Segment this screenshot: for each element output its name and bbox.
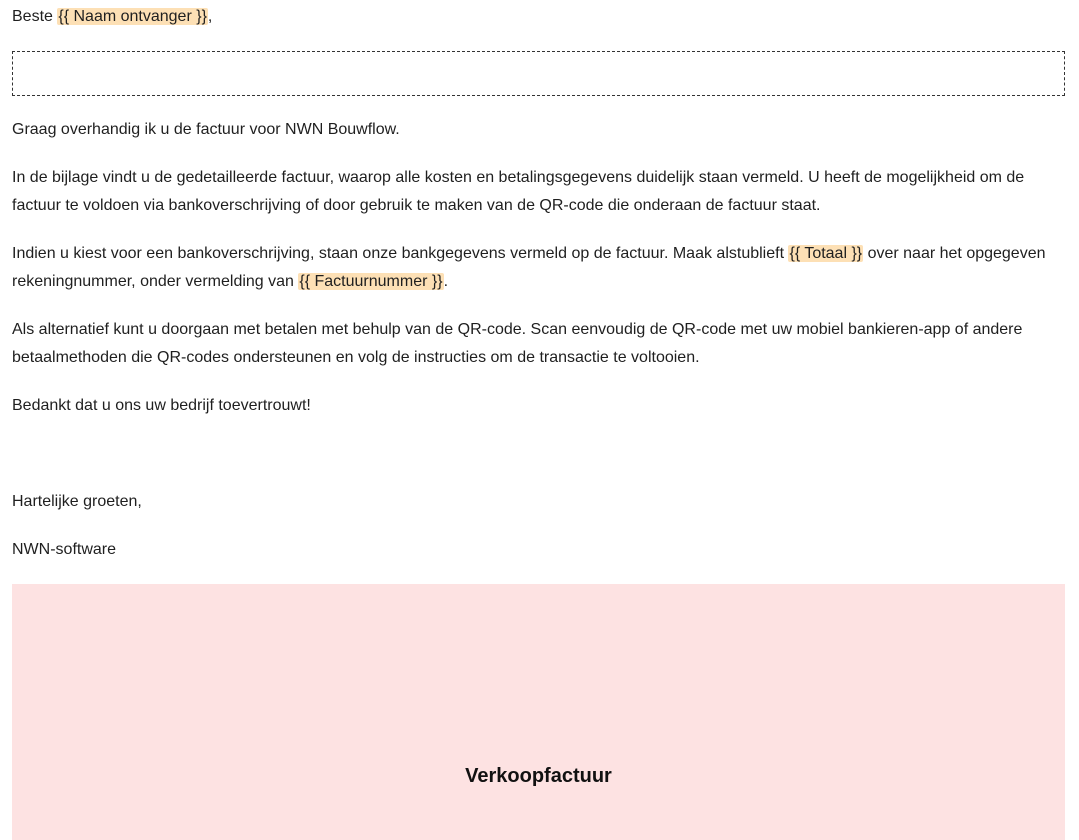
recipient-name-variable[interactable]: {{ Naam ontvanger }} bbox=[58, 8, 207, 25]
invoice-preview-block[interactable] bbox=[12, 584, 1065, 840]
attachment-paragraph: In de bijlage vindt u de gedetailleerde factuur, waarop alle kosten en betalingsgegevens duidelijk staan vermeld. U heeft de mogelijkheid om de factuur te voldoen via bankoverschrijving of door gebruik te maken van de QR-code die onderaan de factuur staat. bbox=[12, 169, 1025, 214]
transfer-paragraph bbox=[12, 240, 1065, 296]
greeting-line bbox=[12, 3, 1065, 31]
qr-paragraph: Als alternatief kunt u doorgaan met betalen met behulp van de QR-code. Scan eenvoudig de QR-code met uw mobiel bankieren-app of andere betaalmethoden die QR-codes ondersteunen en volg de instructies om de transactie te voltooien. bbox=[12, 321, 1023, 366]
thanks-paragraph: Bedankt dat u ons uw bedrijf toevertrouwt! bbox=[12, 397, 311, 414]
transfer-text-3: . bbox=[443, 273, 449, 290]
closing-sender: NWN-software bbox=[12, 541, 117, 558]
invoice-title: Verkoopfactuur bbox=[465, 765, 612, 787]
total-variable[interactable]: {{ Totaal }} bbox=[789, 245, 863, 262]
closing-regards: Hartelijke groeten, bbox=[12, 493, 142, 510]
empty-content-block[interactable] bbox=[12, 51, 1065, 96]
invoice-number-variable[interactable]: {{ Factuurnummer }} bbox=[299, 273, 443, 290]
intro-paragraph: Graag overhandig ik u de factuur voor NWN Bouwflow. bbox=[12, 121, 400, 138]
transfer-text-1: Indien u kiest voor een bankoverschrijving, staan onze bankgegevens vermeld op de factuur. Maak alstublieft bbox=[12, 245, 789, 262]
transfer-text-2: over naar het opgegeven rekeningnummer, onder vermelding van bbox=[12, 245, 1046, 290]
greeting-prefix: Beste bbox=[12, 8, 58, 25]
greeting-suffix: , bbox=[207, 8, 213, 25]
